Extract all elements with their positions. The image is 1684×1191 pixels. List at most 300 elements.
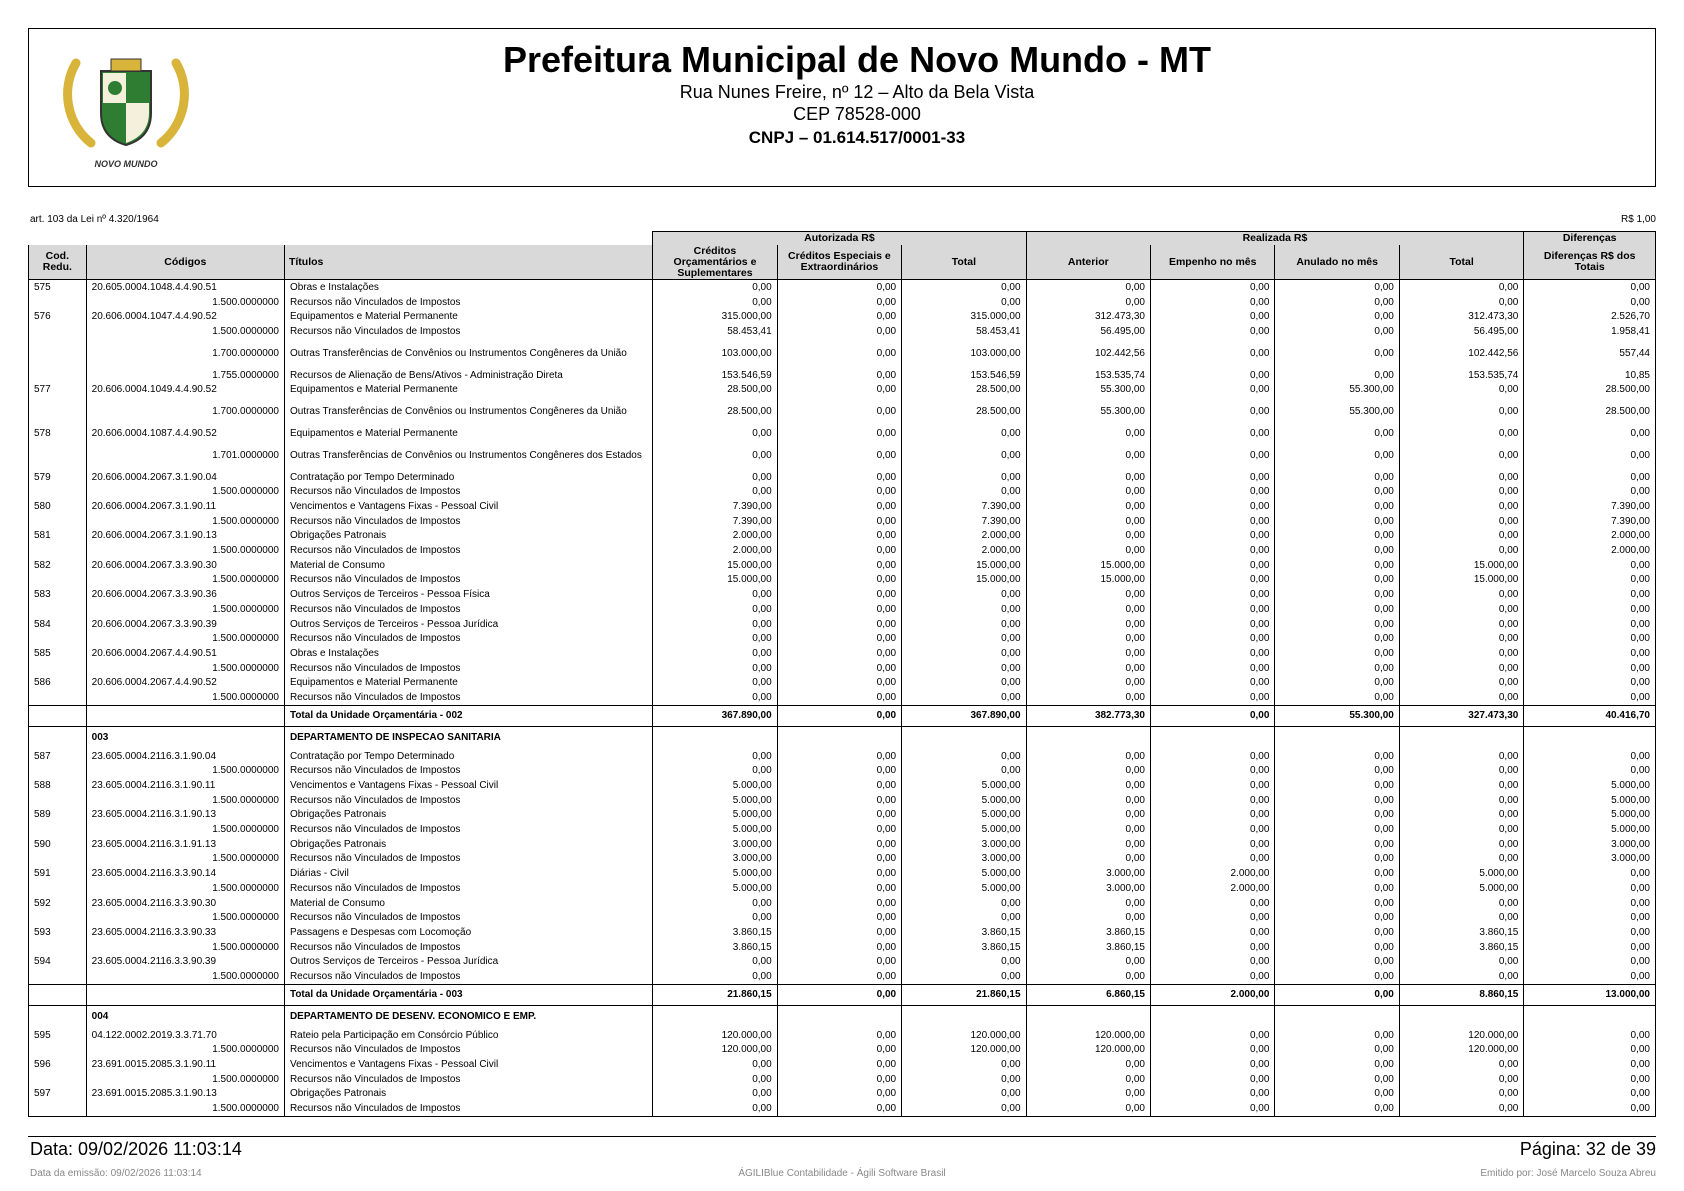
cell-value: 0,00: [653, 485, 777, 500]
cell-value: 0,00: [1399, 793, 1523, 808]
cell-value: 0,00: [1399, 969, 1523, 984]
cell-codigo: 20.606.0004.2067.3.3.90.39: [86, 617, 284, 632]
cell-cod: [29, 969, 87, 984]
source-row: [29, 1072, 1656, 1087]
cell-value: 2.000,00: [902, 529, 1026, 544]
cell-value: 0,00: [777, 969, 901, 984]
cell-value: 3.000,00: [1026, 881, 1150, 896]
cell-value: 557,44: [1524, 339, 1656, 368]
cell-value: 0,00: [1399, 852, 1523, 867]
column-header: Total: [1399, 245, 1523, 280]
table-row: [29, 382, 1656, 397]
cell-value: 0,00: [1524, 910, 1656, 925]
cell-cod: [29, 690, 87, 705]
cell-value: 0,00: [1151, 543, 1275, 558]
cell-value: 0,00: [1026, 529, 1150, 544]
cell-value: 0,00: [1399, 470, 1523, 485]
cell-value: 0,00: [902, 280, 1026, 295]
cell-value: 5.000,00: [653, 793, 777, 808]
cell-cod: 590: [29, 837, 87, 852]
cell-value: 0,00: [653, 661, 777, 676]
cell-value: 3.860,15: [653, 940, 777, 955]
cell-value: 2.000,00: [653, 529, 777, 544]
cell-value: 0,00: [777, 778, 901, 793]
cell-value: 0,00: [1151, 705, 1275, 726]
cell-codigo: 23.605.0004.2116.3.1.90.13: [86, 808, 284, 823]
cell-value: 0,00: [1151, 954, 1275, 969]
cell-value: 0,00: [1026, 646, 1150, 661]
source-row: [29, 485, 1656, 500]
source-row: [29, 339, 1656, 368]
cell-value: 0,00: [653, 1087, 777, 1102]
cell-codigo: 1.500.0000000: [86, 1101, 284, 1116]
cell-value: [777, 1005, 901, 1028]
cell-codigo: 1.500.0000000: [86, 1072, 284, 1087]
cell-value: 7.390,00: [653, 499, 777, 514]
source-row: [29, 1043, 1656, 1058]
cell-codigo: 1.500.0000000: [86, 295, 284, 310]
cell-value: 7.390,00: [653, 514, 777, 529]
cell-titulo: Recursos não Vinculados de Impostos: [284, 485, 652, 500]
cell-codigo: [86, 705, 284, 726]
cell-value: 0,00: [1399, 675, 1523, 690]
cell-titulo: Vencimentos e Vantagens Fixas - Pessoal Civil: [284, 1057, 652, 1072]
cell-value: 55.300,00: [1026, 382, 1150, 397]
cell-value: 0,00: [1275, 280, 1399, 295]
column-header: Cod. Redu.: [29, 245, 87, 280]
cell-titulo: Contratação por Tempo Determinado: [284, 470, 652, 485]
source-row: [29, 793, 1656, 808]
table-row: [29, 529, 1656, 544]
cell-value: 0,00: [1524, 866, 1656, 881]
cell-value: 2.000,00: [1524, 543, 1656, 558]
cell-value: [1275, 1005, 1399, 1028]
cell-value: 56.495,00: [1399, 324, 1523, 339]
cell-codigo: 003: [86, 726, 284, 749]
cell-value: 2.000,00: [1524, 529, 1656, 544]
table-row: [29, 837, 1656, 852]
cell-value: 0,00: [777, 280, 901, 295]
cell-value: 0,00: [1026, 808, 1150, 823]
cell-codigo: 23.605.0004.2116.3.3.90.30: [86, 896, 284, 911]
group-header-realizada: Realizada R$: [1026, 232, 1524, 246]
cell-value: 0,00: [1151, 661, 1275, 676]
cell-value: 0,00: [777, 1101, 901, 1116]
cell-titulo: Equipamentos e Material Permanente: [284, 675, 652, 690]
cell-value: [1399, 726, 1523, 749]
cell-titulo: Equipamentos e Material Permanente: [284, 309, 652, 324]
cell-value: 0,00: [902, 969, 1026, 984]
cell-codigo: 20.605.0004.1048.4.4.90.51: [86, 280, 284, 295]
cell-value: 0,00: [1399, 837, 1523, 852]
cell-value: 0,00: [1026, 910, 1150, 925]
cell-value: 0,00: [1151, 514, 1275, 529]
budget-table: [28, 231, 1656, 1117]
cell-value: 0,00: [1151, 441, 1275, 470]
column-header: Créditos Especiais e Extraordinários: [777, 245, 901, 280]
cell-value: 0,00: [1399, 617, 1523, 632]
cell-value: 21.860,15: [902, 984, 1026, 1005]
cell-value: 0,00: [1151, 485, 1275, 500]
cell-cod: 579: [29, 470, 87, 485]
cell-value: 0,00: [1524, 1101, 1656, 1116]
cell-cod: 597: [29, 1087, 87, 1102]
cell-cod: 589: [29, 808, 87, 823]
cell-value: [1399, 1005, 1523, 1028]
cell-codigo: 20.606.0004.2067.3.1.90.13: [86, 529, 284, 544]
cell-value: 5.000,00: [1524, 808, 1656, 823]
cell-codigo: 1.500.0000000: [86, 631, 284, 646]
cell-value: 0,00: [902, 646, 1026, 661]
cell-value: 0,00: [1524, 764, 1656, 779]
cell-value: 0,00: [777, 910, 901, 925]
cell-value: 0,00: [1275, 485, 1399, 500]
cell-cod: 592: [29, 896, 87, 911]
cell-value: 0,00: [1524, 295, 1656, 310]
cell-value: 0,00: [1151, 1028, 1275, 1043]
cell-value: 3.860,15: [653, 925, 777, 940]
cell-value: 0,00: [1151, 910, 1275, 925]
cell-value: 0,00: [777, 690, 901, 705]
cell-value: 55.300,00: [1026, 397, 1150, 426]
cell-value: 0,00: [1399, 280, 1523, 295]
cell-value: 0,00: [1151, 280, 1275, 295]
cell-value: 0,00: [1151, 617, 1275, 632]
cell-value: 0,00: [1399, 1101, 1523, 1116]
cell-value: 153.535,74: [1026, 368, 1150, 383]
cell-value: 0,00: [653, 646, 777, 661]
cell-codigo: 23.605.0004.2116.3.1.91.13: [86, 837, 284, 852]
cell-value: 0,00: [1275, 646, 1399, 661]
cell-cod: [29, 764, 87, 779]
cell-value: 0,00: [1026, 1101, 1150, 1116]
cell-titulo: DEPARTAMENTO DE INSPECAO SANITARIA: [284, 726, 652, 749]
cell-cod: [29, 514, 87, 529]
cell-value: 15.000,00: [653, 558, 777, 573]
cell-cod: 586: [29, 675, 87, 690]
cell-value: [902, 726, 1026, 749]
cell-value: 0,00: [1275, 631, 1399, 646]
cell-value: 0,00: [1524, 675, 1656, 690]
cell-value: 0,00: [1275, 1087, 1399, 1102]
cell-value: 3.860,15: [902, 925, 1026, 940]
cell-value: 5.000,00: [1524, 778, 1656, 793]
footer-emitted-by: Emitido por: José Marcelo Souza Abreu: [1480, 1168, 1656, 1179]
cell-value: 0,00: [1151, 499, 1275, 514]
cell-titulo: Recursos não Vinculados de Impostos: [284, 793, 652, 808]
cell-cod: [29, 324, 87, 339]
cell-value: 0,00: [1026, 954, 1150, 969]
cell-titulo: Rateio pela Participação em Consórcio Público: [284, 1028, 652, 1043]
cell-value: 3.860,15: [1399, 940, 1523, 955]
cell-codigo: 23.691.0015.2085.3.1.90.11: [86, 1057, 284, 1072]
cell-value: 0,00: [1275, 881, 1399, 896]
cell-value: 0,00: [777, 1043, 901, 1058]
cell-value: 0,00: [1151, 1072, 1275, 1087]
cell-value: 0,00: [1151, 778, 1275, 793]
cell-titulo: Recursos não Vinculados de Impostos: [284, 631, 652, 646]
cell-value: 0,00: [777, 514, 901, 529]
cell-titulo: Obrigações Patronais: [284, 808, 652, 823]
cell-value: 0,00: [1151, 470, 1275, 485]
cell-value: 28.500,00: [653, 397, 777, 426]
cell-value: 7.390,00: [902, 514, 1026, 529]
cell-value: 120.000,00: [653, 1043, 777, 1058]
cell-value: 0,00: [653, 617, 777, 632]
cell-value: 0,00: [653, 749, 777, 764]
cell-codigo: 1.700.0000000: [86, 397, 284, 426]
cell-value: 0,00: [1275, 587, 1399, 602]
cell-value: 0,00: [1399, 529, 1523, 544]
cell-value: 0,00: [1151, 382, 1275, 397]
cell-codigo: 1.500.0000000: [86, 690, 284, 705]
cell-codigo: 23.605.0004.2116.3.1.90.04: [86, 749, 284, 764]
table-row: [29, 280, 1656, 295]
cell-cod: 576: [29, 309, 87, 324]
cell-value: 0,00: [777, 661, 901, 676]
legal-reference: art. 103 da Lei nº 4.320/1964: [30, 214, 159, 225]
cell-value: 0,00: [1399, 646, 1523, 661]
cell-titulo: Material de Consumo: [284, 896, 652, 911]
cell-value: 0,00: [1275, 896, 1399, 911]
cell-value: 0,00: [1524, 602, 1656, 617]
cell-value: 0,00: [777, 764, 901, 779]
cell-value: 0,00: [653, 280, 777, 295]
cell-value: 0,00: [1151, 764, 1275, 779]
unit-header-row: [29, 1005, 1656, 1028]
cell-value: 3.000,00: [1524, 837, 1656, 852]
cell-value: 0,00: [1399, 631, 1523, 646]
cell-titulo: Obras e Instalações: [284, 280, 652, 295]
cell-value: [1151, 726, 1275, 749]
cell-value: 0,00: [777, 1087, 901, 1102]
cell-value: 0,00: [1026, 295, 1150, 310]
cell-value: 0,00: [1524, 441, 1656, 470]
cell-value: 28.500,00: [1524, 382, 1656, 397]
cell-codigo: [86, 984, 284, 1005]
cell-value: 0,00: [1275, 426, 1399, 441]
cell-titulo: Recursos não Vinculados de Impostos: [284, 852, 652, 867]
source-row: [29, 573, 1656, 588]
cell-value: 0,00: [653, 587, 777, 602]
cell-value: 0,00: [1399, 587, 1523, 602]
cell-value: 0,00: [777, 529, 901, 544]
footer-date: Data: 09/02/2026 11:03:14: [30, 1139, 242, 1159]
cell-value: 0,00: [1151, 969, 1275, 984]
cell-titulo: Equipamentos e Material Permanente: [284, 426, 652, 441]
cell-value: 0,00: [1275, 969, 1399, 984]
cell-titulo: Recursos não Vinculados de Impostos: [284, 661, 652, 676]
cell-value: 0,00: [1524, 1057, 1656, 1072]
cell-value: 0,00: [653, 441, 777, 470]
footer-divider: [28, 1136, 1656, 1137]
cell-value: 8.860,15: [1399, 984, 1523, 1005]
cell-value: 0,00: [1524, 661, 1656, 676]
cell-value: 0,00: [1151, 339, 1275, 368]
cell-codigo: 23.605.0004.2116.3.3.90.33: [86, 925, 284, 940]
source-row: [29, 295, 1656, 310]
cell-value: 0,00: [777, 558, 901, 573]
cell-value: 0,00: [1026, 617, 1150, 632]
cell-value: 58.453,41: [902, 324, 1026, 339]
cell-titulo: Recursos não Vinculados de Impostos: [284, 764, 652, 779]
cell-value: 0,00: [777, 837, 901, 852]
source-row: [29, 543, 1656, 558]
table-row: [29, 558, 1656, 573]
cell-value: 28.500,00: [653, 382, 777, 397]
cell-value: 0,00: [902, 690, 1026, 705]
unit-header-row: [29, 726, 1656, 749]
cell-value: 0,00: [902, 470, 1026, 485]
cell-codigo: 1.500.0000000: [86, 514, 284, 529]
cell-value: 5.000,00: [902, 793, 1026, 808]
cell-value: 0,00: [1275, 837, 1399, 852]
cell-value: 0,00: [1399, 543, 1523, 558]
cell-value: 0,00: [1151, 558, 1275, 573]
cell-value: 0,00: [1399, 954, 1523, 969]
column-header: Diferenças R$ dos Totais: [1524, 245, 1656, 280]
cell-value: 5.000,00: [653, 866, 777, 881]
cell-value: 0,00: [777, 852, 901, 867]
cell-value: 15.000,00: [902, 573, 1026, 588]
cell-codigo: 1.500.0000000: [86, 324, 284, 339]
cell-value: 5.000,00: [653, 822, 777, 837]
cell-value: 5.000,00: [653, 881, 777, 896]
cell-value: 0,00: [777, 602, 901, 617]
cell-value: [777, 726, 901, 749]
cell-titulo: Outras Transferências de Convênios ou Instrumentos Congêneres da União: [284, 339, 652, 368]
cell-value: 0,00: [902, 602, 1026, 617]
cell-value: 0,00: [777, 295, 901, 310]
cell-cod: 577: [29, 382, 87, 397]
cell-value: 0,00: [777, 573, 901, 588]
cell-cod: [29, 543, 87, 558]
cell-titulo: Total da Unidade Orçamentária - 003: [284, 984, 652, 1005]
cell-value: 103.000,00: [653, 339, 777, 368]
cell-cod: [29, 295, 87, 310]
cell-value: 0,00: [777, 954, 901, 969]
cell-cod: [29, 705, 87, 726]
cell-value: 0,00: [777, 1028, 901, 1043]
cell-value: 0,00: [653, 426, 777, 441]
cell-value: 120.000,00: [1026, 1028, 1150, 1043]
cell-titulo: Diárias - Civil: [284, 866, 652, 881]
cell-value: 0,00: [1275, 368, 1399, 383]
group-header-spacer: [29, 232, 653, 246]
cell-codigo: 04.122.0002.2019.3.3.71.70: [86, 1028, 284, 1043]
source-row: [29, 1101, 1656, 1116]
cell-codigo: 1.500.0000000: [86, 852, 284, 867]
cell-value: 0,00: [777, 485, 901, 500]
cell-value: 0,00: [1275, 339, 1399, 368]
cell-value: 0,00: [1026, 1072, 1150, 1087]
cell-value: 0,00: [902, 749, 1026, 764]
total-row: [29, 984, 1656, 1005]
cell-value: 0,00: [1524, 426, 1656, 441]
cell-cod: [29, 339, 87, 368]
cell-value: 0,00: [902, 295, 1026, 310]
source-row: [29, 822, 1656, 837]
cell-value: 3.860,15: [1399, 925, 1523, 940]
cell-codigo: 1.500.0000000: [86, 543, 284, 558]
cell-value: [653, 726, 777, 749]
column-header: Empenho no mês: [1151, 245, 1275, 280]
source-row: [29, 514, 1656, 529]
header-cep: CEP 78528-000: [793, 104, 921, 124]
table-row: [29, 925, 1656, 940]
table-row: [29, 866, 1656, 881]
cell-value: 0,00: [1399, 822, 1523, 837]
cell-codigo: 23.605.0004.2116.3.3.90.39: [86, 954, 284, 969]
cell-value: 0,00: [902, 1101, 1026, 1116]
cell-value: 153.535,74: [1399, 368, 1523, 383]
cell-cod: [29, 631, 87, 646]
cell-value: [1026, 1005, 1150, 1028]
column-header: Créditos Orçamentários e Suplementares: [653, 245, 777, 280]
cell-value: 0,00: [902, 426, 1026, 441]
cell-value: 0,00: [1275, 602, 1399, 617]
cell-value: 0,00: [777, 808, 901, 823]
cell-value: 0,00: [1275, 1072, 1399, 1087]
cell-cod: [29, 1005, 87, 1028]
cell-titulo: Outros Serviços de Terceiros - Pessoa Jurídica: [284, 617, 652, 632]
cell-value: 0,00: [1151, 573, 1275, 588]
source-row: [29, 881, 1656, 896]
cell-value: 3.000,00: [653, 852, 777, 867]
cell-value: 0,00: [653, 1101, 777, 1116]
cell-value: 0,00: [653, 969, 777, 984]
cell-value: 0,00: [653, 1072, 777, 1087]
cell-codigo: 1.500.0000000: [86, 1043, 284, 1058]
cell-value: 0,00: [777, 984, 901, 1005]
cell-value: 5.000,00: [1399, 881, 1523, 896]
cell-value: 0,00: [1524, 280, 1656, 295]
cell-value: 0,00: [777, 397, 901, 426]
cell-value: 0,00: [1026, 631, 1150, 646]
cell-value: 0,00: [1026, 280, 1150, 295]
cell-value: 0,00: [902, 485, 1026, 500]
cell-value: 0,00: [1026, 852, 1150, 867]
cell-value: 0,00: [1524, 558, 1656, 573]
cell-codigo: 004: [86, 1005, 284, 1028]
cell-cod: 593: [29, 925, 87, 940]
cell-value: 3.000,00: [1524, 852, 1656, 867]
table-row: [29, 778, 1656, 793]
cell-codigo: 1.700.0000000: [86, 339, 284, 368]
cell-value: 5.000,00: [653, 778, 777, 793]
table-row: [29, 896, 1656, 911]
source-row: [29, 441, 1656, 470]
cell-value: [1275, 726, 1399, 749]
cell-value: 28.500,00: [902, 382, 1026, 397]
table-row: [29, 1057, 1656, 1072]
cell-value: [653, 1005, 777, 1028]
cell-value: 2.000,00: [653, 543, 777, 558]
cell-cod: [29, 368, 87, 383]
cell-value: 0,00: [1399, 749, 1523, 764]
cell-titulo: Recursos não Vinculados de Impostos: [284, 969, 652, 984]
cell-value: 103.000,00: [902, 339, 1026, 368]
cell-value: 0,00: [1026, 499, 1150, 514]
cell-value: 0,00: [653, 910, 777, 925]
cell-cod: [29, 852, 87, 867]
cell-value: 0,00: [1026, 690, 1150, 705]
cell-value: 0,00: [1026, 793, 1150, 808]
cell-value: 2.526,70: [1524, 309, 1656, 324]
cell-value: 0,00: [1151, 749, 1275, 764]
cell-codigo: 20.606.0004.2067.3.1.90.11: [86, 499, 284, 514]
cell-value: 0,00: [1399, 1072, 1523, 1087]
